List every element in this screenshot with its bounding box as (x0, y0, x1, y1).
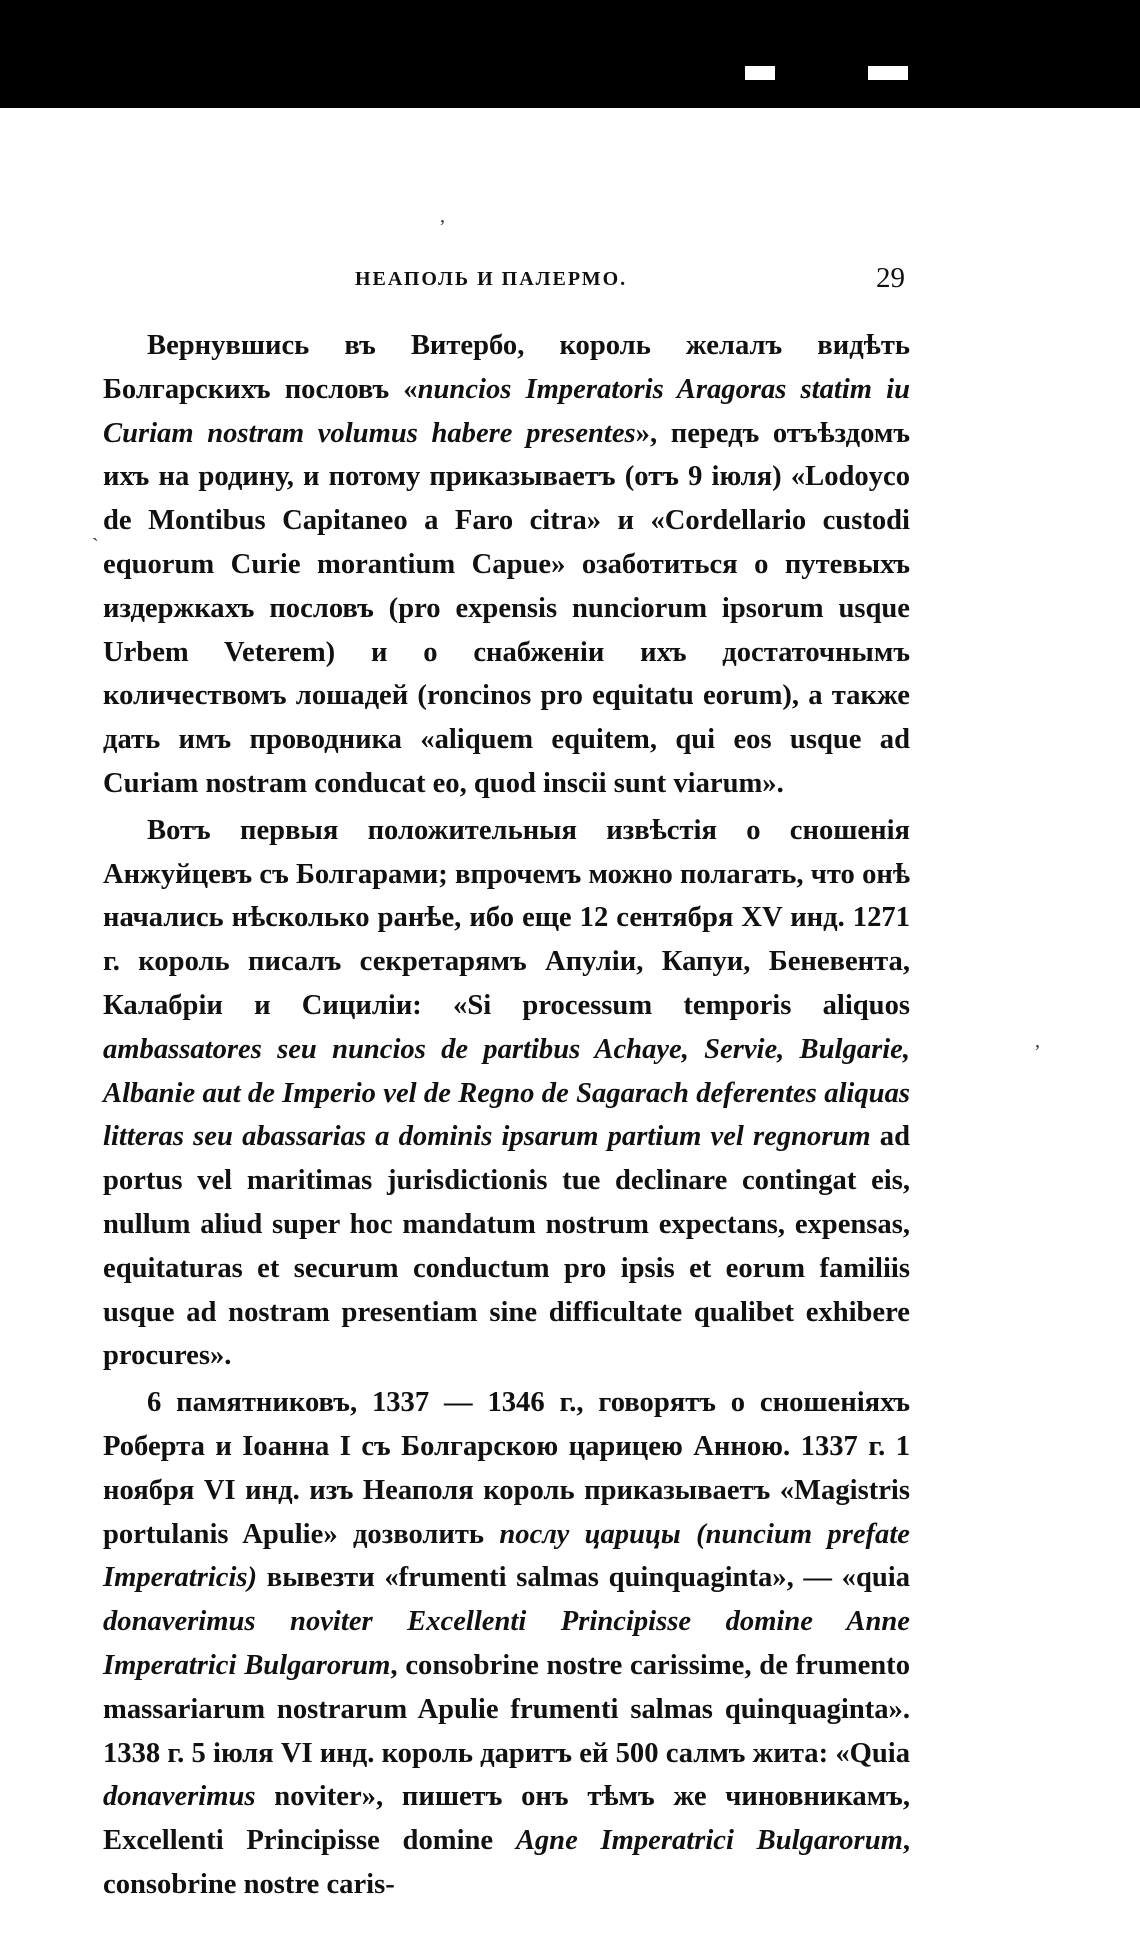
text-run: ad portus vel maritimas jurisdictionis tue declinare contingat eis, nullum aliud super hoc mandatum nostrum expectans, expensas, equitaturas et securum conductum pro ipsis et eorum familiis usque ad nostram presentiam sine difficultate qualibet exhibere procures». (103, 1121, 910, 1372)
stray-mark: , (440, 205, 445, 227)
text-run: », передъ отъѣздомъ ихъ на родину, и потому приказываетъ (отъ 9 іюля) «Lodoyco de Montibus Capitaneo a Faro citra» и «Cordellario custodi equorum Curie morantium Capue» озаботиться о путевыхъ издержкахъ пословъ (pro expensis nunciorum ipsorum usque Urbem Veterem) и о снабженіи ихъ достаточнымъ количествомъ лошадей (roncinos pro equitatu eorum), а также дать имъ проводника «aliquem equitem, qui eos usque ad Curiam nostram conducat eo, quod inscii sunt viarum». (103, 417, 910, 799)
italic-run: ambassatores seu nuncios de partibus Achaye, Servie, Bulgarie, Albanie aut de Imperio vel de Regno de Sagarach deferentes aliquas litteras seu abassarias a dominis ipsarum partium vel regnorum (103, 1033, 910, 1153)
scan-artifact (868, 66, 908, 80)
body-text (103, 324, 910, 1910)
paragraph-3 (103, 1381, 910, 1907)
page-header (355, 262, 905, 308)
scan-artifact (745, 66, 775, 80)
text-run: , consobrine nostre carissime, de frumento massariarum nostrarum Apulie frumenti salmas quinquaginta». 1338 г. 5 іюля VI инд. король даритъ ей 500 салмъ жита: «Quia (103, 1649, 910, 1769)
italic-run: послу царицы (nuncium prefate Imperatricis) (103, 1518, 910, 1594)
italic-run: Agne Imperatrici Bulgarorum (515, 1825, 903, 1857)
text-run: Вотъ первыя положительныя извѣстія о сношенія Анжуйцевъ съ Болгарами; впрочемъ можно полагать, что онѣ начались нѣсколько ранѣе, ибо еще 12 сентября XV инд. 1271 г. король писалъ секретарямъ Апуліи, Капуи, Беневента, Калабріи и Сициліи: «Si processum temporis aliquos (103, 814, 910, 1021)
text-run: , consobrine nostre caris- (103, 1825, 910, 1900)
page-number: 29 (876, 262, 905, 294)
text-run: 6 памятниковъ, 1337 — 1346 г., говорятъ о сношеніяхъ Роберта и Іоанна I съ Болгарскою царицею Анною. 1337 г. 1 ноября VI инд. изъ Неаполя король приказываетъ «Magistris portulanis Apulie» дозволить (103, 1387, 910, 1550)
text-run: Вернувшись въ Витербо, король желалъ видѣть Болгарскихъ пословъ « (103, 330, 910, 405)
scan-top-black-band (0, 0, 1140, 108)
stray-mark: ` (92, 535, 99, 557)
text-run: noviter», пишетъ онъ тѣмъ же чиновникамъ, Excellenti Principisse domine (103, 1781, 910, 1857)
stray-mark: , (1035, 1030, 1040, 1052)
running-title: НЕАПОЛЬ И ПАЛЕРМО. (355, 268, 628, 290)
text-run: вывезти «frumenti salmas quinquaginta», — «quia (257, 1562, 910, 1594)
italic-run: donaverimus noviter Excellenti Principisse domine Anne Imperatrici Bulgarorum (103, 1606, 910, 1681)
paragraph-2 (103, 809, 910, 1378)
paragraph-1 (103, 324, 910, 806)
italic-run: nuncios Imperatoris Aragoras statim iu Curiam nostram volumus habere presentes (103, 373, 911, 449)
italic-run: donaverimus (103, 1781, 256, 1813)
